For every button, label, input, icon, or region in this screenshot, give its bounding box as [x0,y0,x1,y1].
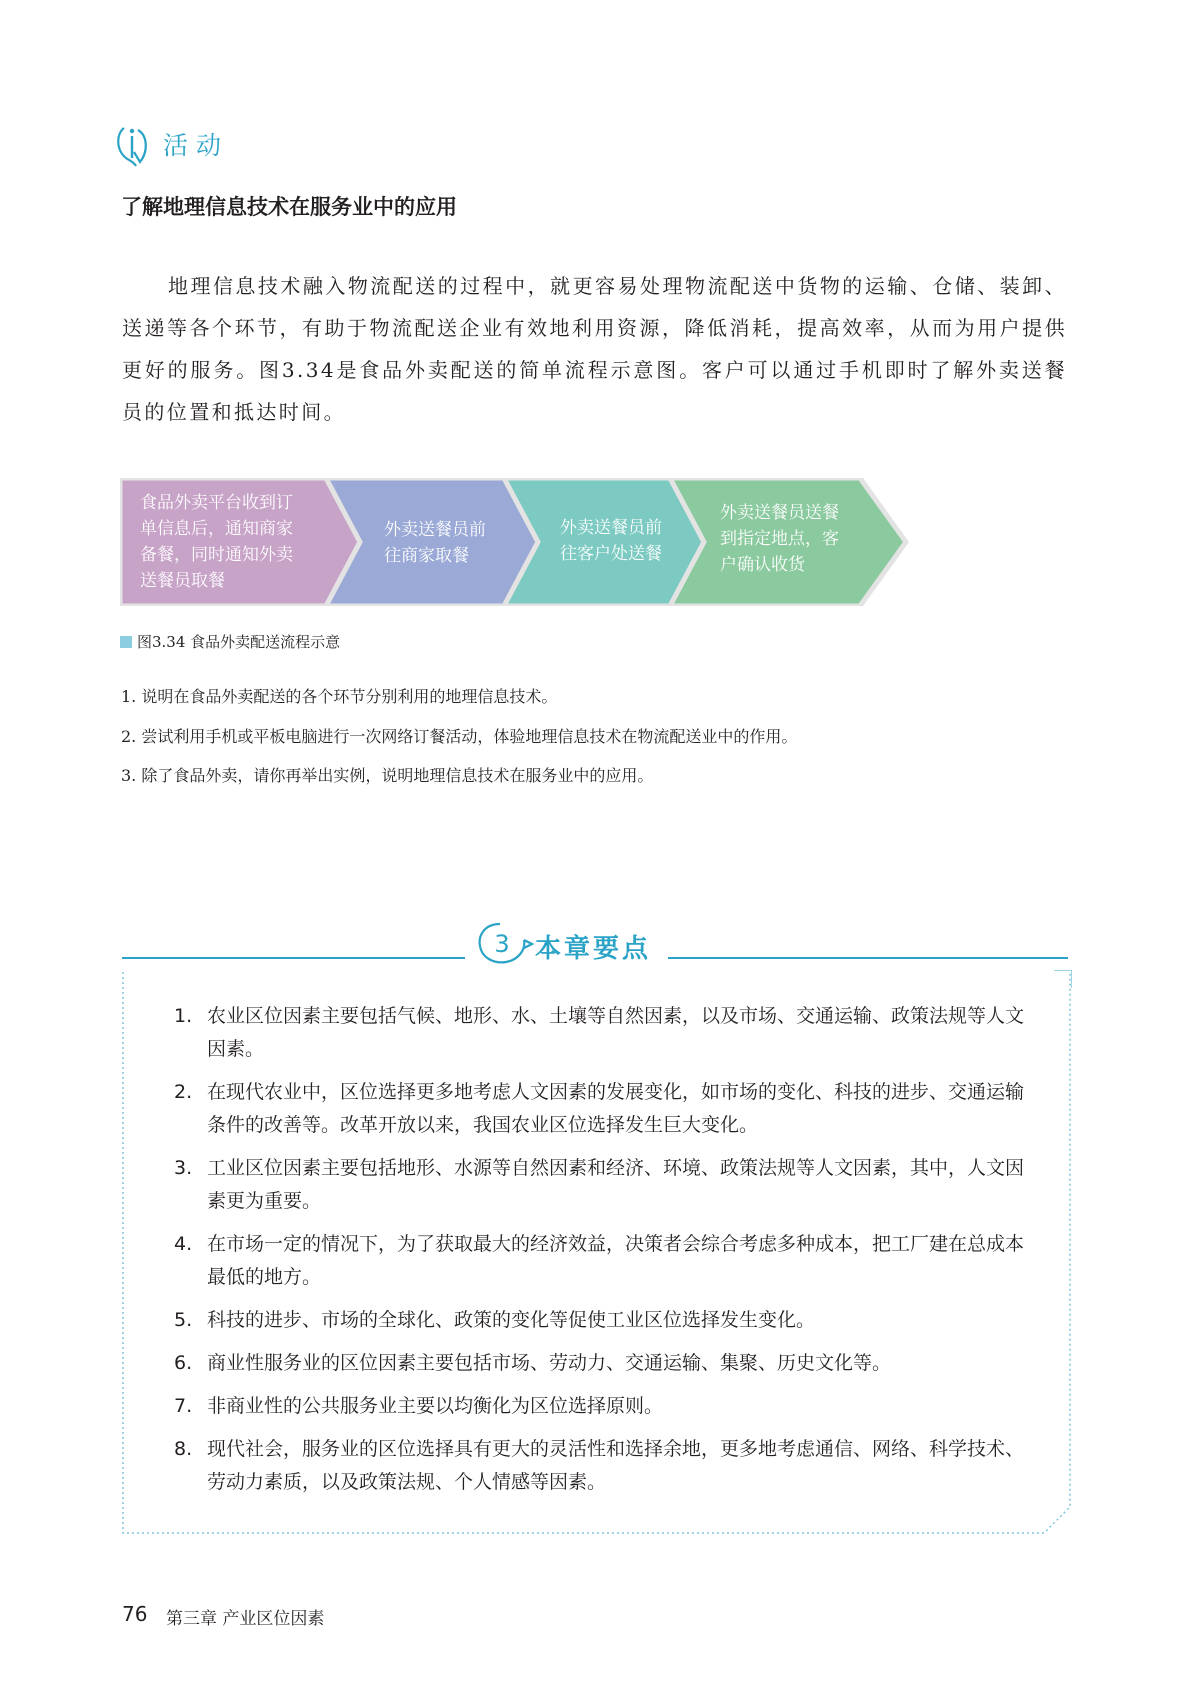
flow-step-4-line: 外卖送餐员送餐 [720,503,839,523]
point-text: 现代社会，服务业的区位选择具有更大的灵活性和选择余地，更多地考虑通信、网络、科学技术、劳动力素质，以及政策法规、个人情感等因素。 [207,1438,1025,1493]
flow-step-1-line: 食品外卖平台收到订 [140,493,293,513]
point-text: 工业区位因素主要包括地形、水源等自然因素和经济、环境、政策法规等人文因素，其中，人文因素更为重要。 [207,1157,1025,1212]
summary-point [174,1228,1034,1294]
page-number: 76 [122,1602,148,1626]
flow-step-1-line: 送餐员取餐 [140,571,225,591]
flow-step-3-text [560,515,662,567]
flow-step-3-line: 外卖送餐员前 [560,518,662,538]
point-number: 8. [174,1438,193,1460]
flow-step-1-line: 备餐，同时通知外卖 [140,545,293,565]
chapter-number-badge [474,920,536,968]
flow-step-2-text [384,517,486,569]
summary-point [174,1433,1034,1499]
summary-rule-left [122,957,465,959]
figure-caption-text: 图3.34 食品外卖配送流程示意 [137,633,341,651]
activity-icon [114,122,152,170]
point-number: 2. [174,1081,193,1103]
flow-step-4-line: 到指定地点，客 [720,529,839,549]
flow-diagram [120,478,910,606]
point-text: 非商业性的公共服务业主要以均衡化为区位选择原则。 [207,1395,664,1417]
flow-step-1-text [140,490,293,594]
point-text: 在现代农业中，区位选择更多地考虑人文因素的发展变化，如市场的变化、科技的进步、交通运输条件的改善等。改革开放以来，我国农业区位选择发生巨大变化。 [207,1081,1025,1136]
point-text: 在市场一定的情况下，为了获取最大的经济效益，决策者会综合考虑多种成本，把工厂建在总成本最低的地方。 [207,1233,1025,1288]
point-text: 科技的进步、市场的全球化、政策的变化等促使工业区位选择发生变化。 [207,1309,816,1331]
summary-point [174,1390,1034,1423]
activity-label: 活动 [163,131,230,160]
summary-point [174,1000,1034,1066]
flow-step-2-line: 往商家取餐 [384,546,469,566]
question-2: 2. 尝试利用手机或平板电脑进行一次网络订餐活动，体验地理信息技术在物流配送业中的作用。 [121,727,798,746]
summary-title: 本章要点 [535,934,652,964]
intro-paragraph [122,265,1067,433]
point-number: 1. [174,1005,193,1027]
point-text: 农业区位因素主要包括气候、地形、水、土壤等自然因素，以及市场、交通运输、政策法规等人文因素。 [207,1005,1025,1060]
point-number: 7. [174,1395,193,1417]
flow-step-1-line: 单信息后，通知商家 [140,519,293,539]
flow-step-3-line: 往客户处送餐 [560,544,662,564]
chapter-number: 3 [494,930,510,958]
question-3: 3. 除了食品外卖，请你再举出实例，说明地理信息技术在服务业中的应用。 [121,766,654,785]
activity-subtitle: 了解地理信息技术在服务业中的应用 [121,195,457,219]
summary-point [174,1347,1034,1380]
figure-caption [120,631,340,652]
summary-point [174,1152,1034,1218]
summary-point [174,1304,1034,1337]
point-number: 6. [174,1352,193,1374]
flow-step-4-line: 户确认收货 [720,555,805,575]
question-1: 1. 说明在食品外卖配送的各个环节分别利用的地理信息技术。 [121,687,558,706]
point-number: 3. [174,1157,193,1179]
summary-point [174,1076,1034,1142]
point-text: 商业性服务业的区位因素主要包括市场、劳动力、交通运输、集聚、历史文化等。 [207,1352,892,1374]
summary-points [174,1000,1034,1509]
point-number: 4. [174,1233,193,1255]
running-footer-chapter: 第三章 产业区位因素 [166,1609,325,1629]
intro-text: 地理信息技术融入物流配送的过程中，就更容易处理物流配送中货物的运输、仓储、装卸、送递等各个环节，有助于物流配送企业有效地利用资源，降低消耗，提高效率，从而为用户提供更好的服务。图3.34是食品外卖配送的简单流程示意图。客户可以通过手机即时了解外卖送餐员的位置和抵达时间。 [122,274,1067,424]
summary-rule-right [668,957,1068,959]
point-number: 5. [174,1309,193,1331]
flow-step-2-line: 外卖送餐员前 [384,520,486,540]
caption-marker [120,636,132,648]
flow-step-4-text [720,500,839,578]
